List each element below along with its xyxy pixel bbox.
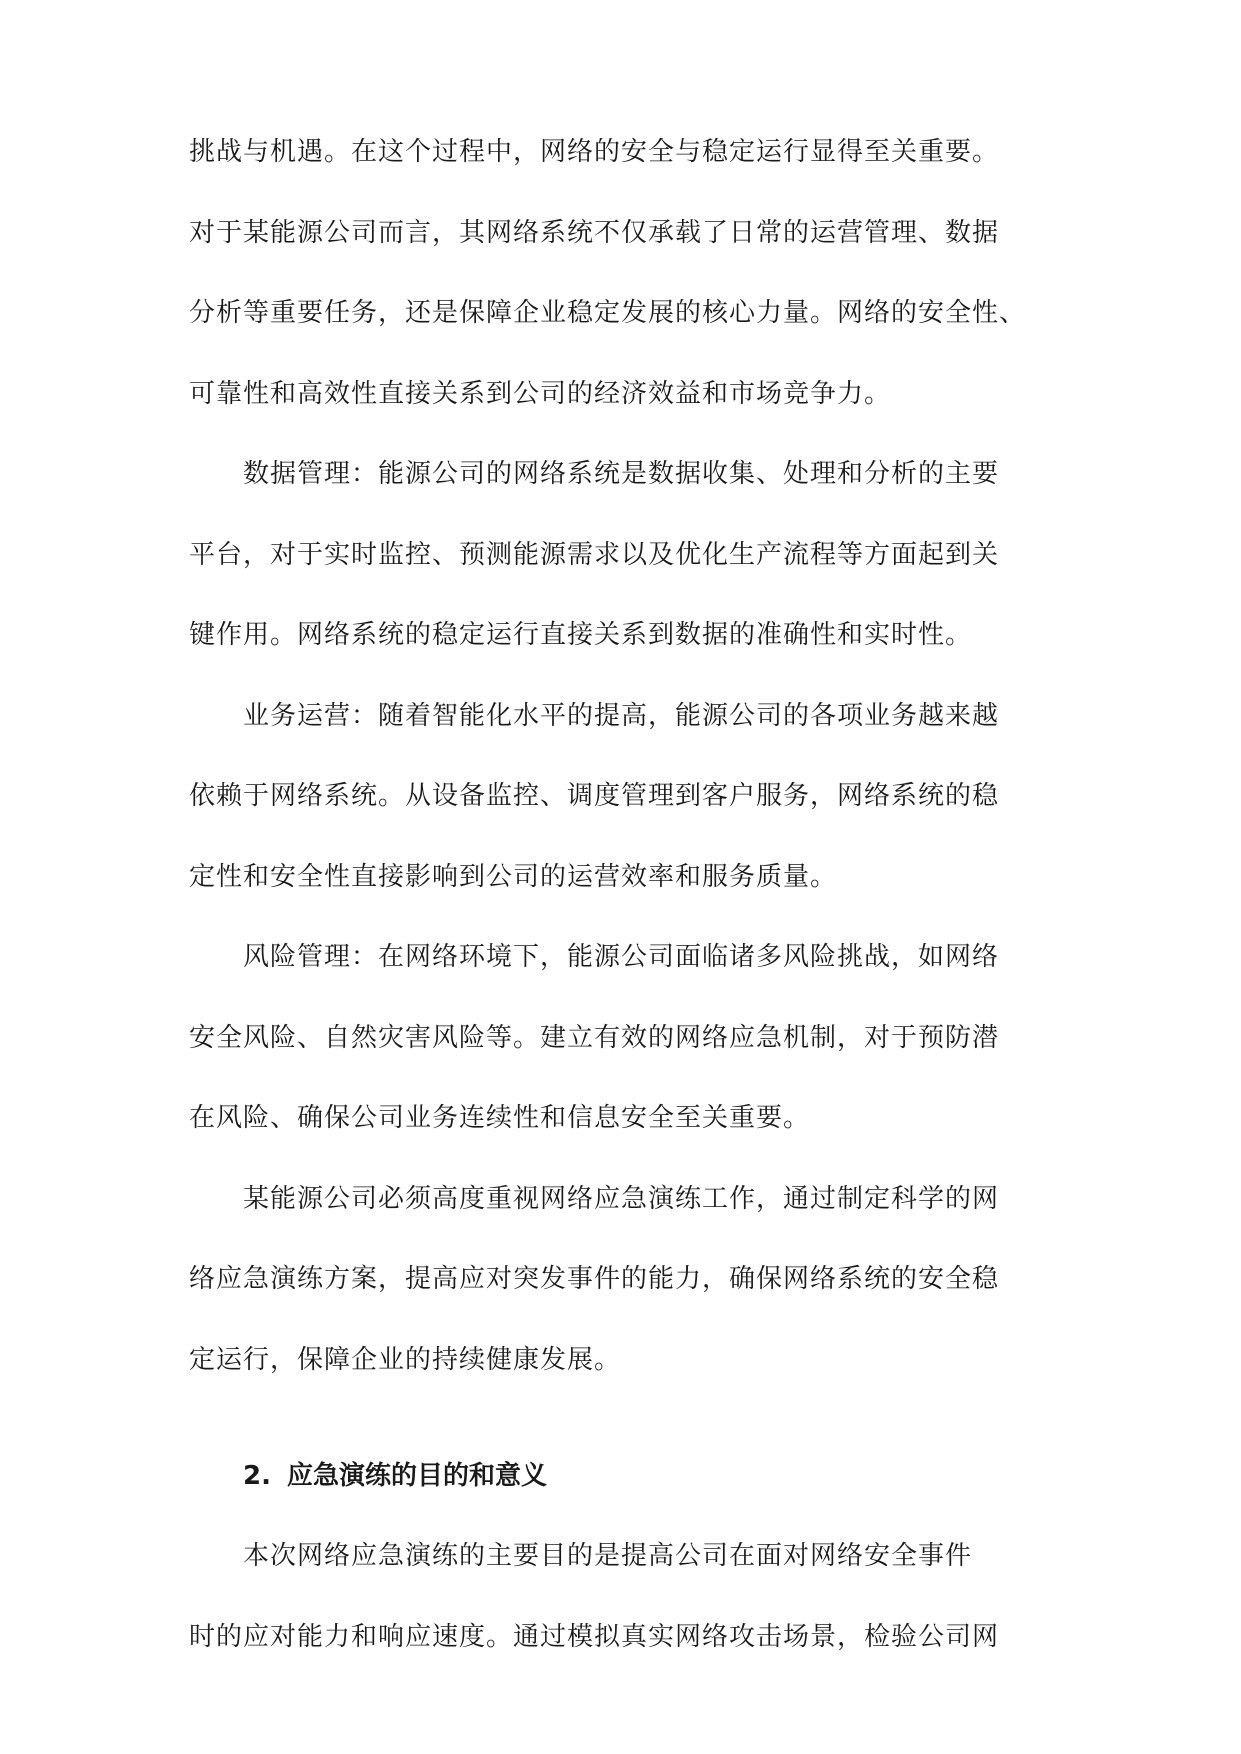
text-line: 时的应对能力和响应速度。通过模拟真实网络攻击场景，检验公司网	[189, 1622, 1000, 1652]
text-line: 安全风险、自然灾害风险等。建立有效的网络应急机制，对于预防潜	[189, 1023, 1000, 1053]
text-line: 在风险、确保公司业务连续性和信息安全至关重要。	[189, 1103, 811, 1133]
section-number: 2.	[243, 1461, 271, 1491]
text-line: 分析等重要任务，还是保障企业稳定发展的核心力量。网络的安全性、	[189, 298, 1027, 328]
text-line: 依赖于网络系统。从设备监控、调度管理到客户服务，网络系统的稳	[189, 781, 1000, 811]
text-line: 定性和安全性直接影响到公司的运营效率和服务质量。	[189, 862, 838, 892]
section-title: 应急演练的目的和意义	[286, 1461, 547, 1491]
text-line: 挑战与机遇。在这个过程中，网络的安全与稳定运行显得至关重要。	[189, 137, 1000, 167]
text-line: 平台，对于实时监控、预测能源需求以及优化生产流程等方面起到关	[189, 540, 1000, 570]
text-line: 定运行，保障企业的持续健康发展。	[189, 1345, 622, 1375]
paragraph-start-risk-management: 风险管理：在网络环境下，能源公司面临诸多风险挑战，如网络	[189, 942, 1000, 972]
text-line: 络应急演练方案，提高应对突发事件的能力，确保网络系统的安全稳	[189, 1264, 1000, 1294]
text-line: 对于某能源公司而言，其网络系统不仅承载了日常的运营管理、数据	[189, 218, 1000, 248]
text-line: 可靠性和高效性直接关系到公司的经济效益和市场竞争力。	[189, 379, 892, 409]
paragraph-start-business-operation: 业务运营：随着智能化水平的提高，能源公司的各项业务越来越	[189, 701, 1000, 731]
text-line: 键作用。网络系统的稳定运行直接关系到数据的准确性和实时性。	[189, 620, 973, 650]
paragraph-start-purpose: 本次网络应急演练的主要目的是提高公司在面对网络安全事件	[189, 1541, 973, 1571]
paragraph-start-conclusion: 某能源公司必须高度重视网络应急演练工作，通过制定科学的网	[189, 1184, 1000, 1214]
section-heading	[243, 1460, 547, 1492]
paragraph-start-data-management: 数据管理：能源公司的网络系统是数据收集、处理和分析的主要	[189, 459, 1000, 489]
